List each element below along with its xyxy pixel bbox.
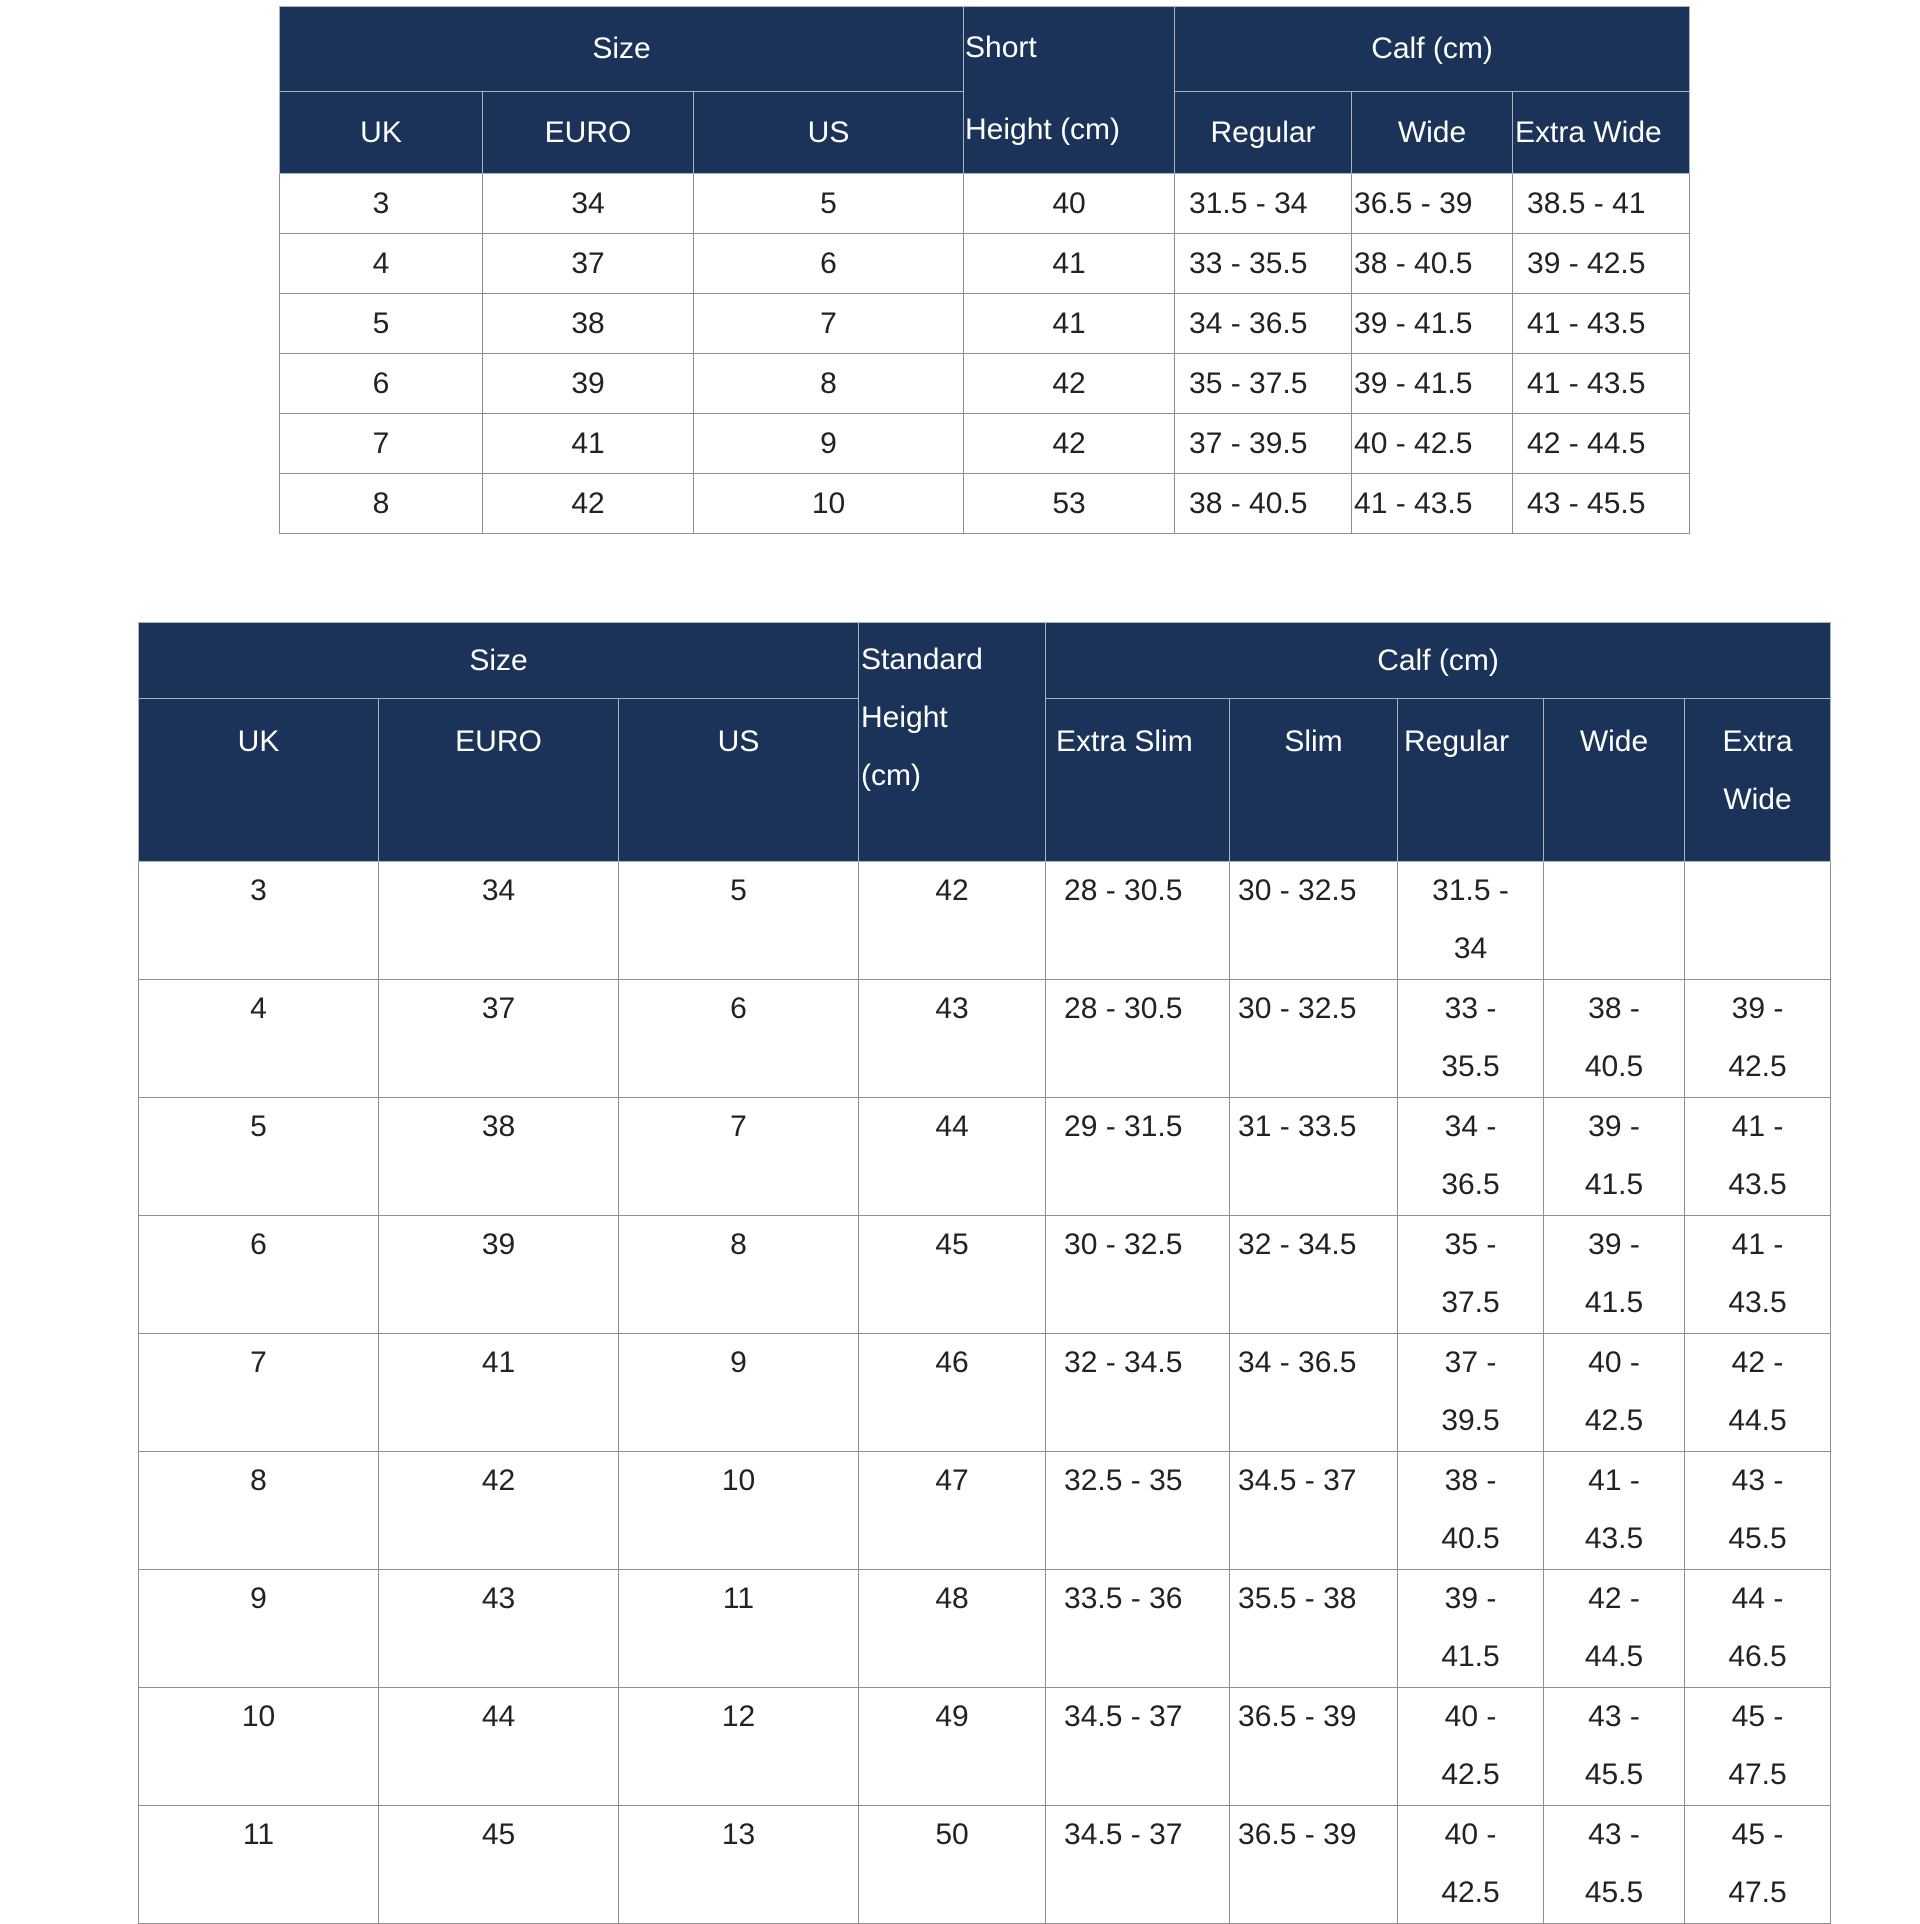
euro-cell: 43 [379, 1570, 619, 1688]
short-height-header-line2: Height (cm) [965, 113, 1121, 146]
regular-value: 38 - 40.5 [1441, 1464, 1500, 1555]
height-cell: 49 [859, 1688, 1046, 1806]
regular-cell [1398, 862, 1544, 980]
euro-cell: 42 [483, 474, 694, 534]
euro-cell: 39 [379, 1216, 619, 1334]
wide-cell [1544, 1452, 1685, 1570]
table-row [280, 234, 1690, 294]
euro-header: EURO [379, 699, 619, 862]
height-cell: 47 [859, 1452, 1046, 1570]
height-cell: 41 [964, 294, 1175, 354]
slim-cell: 31 - 33.5 [1230, 1098, 1398, 1216]
euro-cell: 45 [379, 1806, 619, 1924]
wide-value: 43 - 45.5 [1584, 1700, 1644, 1791]
uk-cell: 6 [280, 354, 483, 414]
us-cell: 11 [619, 1570, 859, 1688]
extra-wide-header-line2: Wide [1723, 783, 1792, 816]
table-row [139, 1216, 1831, 1334]
height-cell: 46 [859, 1334, 1046, 1452]
extra-slim-cell: 30 - 32.5 [1046, 1216, 1230, 1334]
wide-cell [1544, 1098, 1685, 1216]
table-row [139, 1334, 1831, 1452]
standard-height-header-line1: Standard [861, 643, 983, 676]
us-cell: 8 [694, 354, 964, 414]
wide-value: 40 - 42.5 [1584, 1346, 1644, 1437]
table-row [139, 1570, 1831, 1688]
slim-cell: 30 - 32.5 [1230, 862, 1398, 980]
regular-cell: 37 - 39.5 [1175, 414, 1352, 474]
table-row [280, 174, 1690, 234]
regular-cell [1398, 1688, 1544, 1806]
wide-cell: 38 - 40.5 [1352, 234, 1513, 294]
extra-wide-cell [1685, 1570, 1831, 1688]
us-cell: 10 [619, 1452, 859, 1570]
height-cell: 42 [859, 862, 1046, 980]
us-cell: 7 [619, 1098, 859, 1216]
us-header: US [694, 92, 964, 174]
euro-cell: 38 [379, 1098, 619, 1216]
euro-cell: 37 [483, 234, 694, 294]
table-row [139, 1452, 1831, 1570]
extra-wide-cell: 41 - 43.5 [1513, 354, 1690, 414]
extra-wide-cell [1685, 862, 1831, 980]
extra-wide-header [1685, 699, 1831, 862]
us-cell: 7 [694, 294, 964, 354]
us-cell: 9 [619, 1334, 859, 1452]
wide-value: 39 - 41.5 [1584, 1110, 1644, 1201]
height-cell: 50 [859, 1806, 1046, 1924]
extra-wide-cell: 42 - 44.5 [1513, 414, 1690, 474]
slim-header: Slim [1230, 699, 1398, 862]
regular-value: 37 - 39.5 [1441, 1346, 1500, 1437]
wide-value: 39 - 41.5 [1584, 1228, 1644, 1319]
extra-wide-cell [1685, 1452, 1831, 1570]
height-cell: 43 [859, 980, 1046, 1098]
extra-wide-header-line1: Extra [1722, 725, 1793, 758]
calf-group-header: Calf (cm) [1175, 7, 1690, 92]
regular-cell: 33 - 35.5 [1175, 234, 1352, 294]
table-row [139, 980, 1831, 1098]
regular-value: 40 - 42.5 [1441, 1818, 1500, 1909]
uk-header: UK [139, 699, 379, 862]
extra-slim-cell: 33.5 - 36 [1046, 1570, 1230, 1688]
uk-cell: 4 [139, 980, 379, 1098]
extra-wide-cell [1685, 1688, 1831, 1806]
wide-header: Wide [1544, 699, 1685, 862]
extra-wide-cell [1685, 1098, 1831, 1216]
extra-slim-cell: 34.5 - 37 [1046, 1806, 1230, 1924]
table-row [280, 294, 1690, 354]
table-row [280, 474, 1690, 534]
uk-cell: 4 [280, 234, 483, 294]
extra-slim-cell: 34.5 - 37 [1046, 1688, 1230, 1806]
standard-size-chart-table [138, 622, 1831, 1924]
table-row [139, 862, 1831, 980]
extra-wide-cell [1685, 1216, 1831, 1334]
extra-slim-header: Extra Slim [1046, 699, 1230, 862]
regular-cell [1398, 1334, 1544, 1452]
extra-wide-cell [1685, 1334, 1831, 1452]
calf-group-header: Calf (cm) [1046, 623, 1831, 699]
us-cell: 6 [694, 234, 964, 294]
us-cell: 10 [694, 474, 964, 534]
regular-cell: 31.5 - 34 [1175, 174, 1352, 234]
uk-cell: 9 [139, 1570, 379, 1688]
uk-cell: 7 [280, 414, 483, 474]
wide-cell [1544, 980, 1685, 1098]
table-row [280, 414, 1690, 474]
wide-cell: 39 - 41.5 [1352, 294, 1513, 354]
size-group-header: Size [280, 7, 964, 92]
euro-header: EURO [483, 92, 694, 174]
extra-wide-cell: 43 - 45.5 [1513, 474, 1690, 534]
regular-cell [1398, 1216, 1544, 1334]
uk-cell: 11 [139, 1806, 379, 1924]
short-size-chart-table [279, 6, 1690, 534]
regular-value: 40 - 42.5 [1441, 1700, 1500, 1791]
extra-wide-value: 41 - 43.5 [1728, 1110, 1787, 1201]
wide-cell: 40 - 42.5 [1352, 414, 1513, 474]
table-row [139, 1688, 1831, 1806]
table-row [139, 1098, 1831, 1216]
extra-wide-cell [1685, 980, 1831, 1098]
uk-header: UK [280, 92, 483, 174]
regular-value: 35 - 37.5 [1441, 1228, 1500, 1319]
slim-cell: 34.5 - 37 [1230, 1452, 1398, 1570]
size-group-header: Size [139, 623, 859, 699]
wide-value: 42 - 44.5 [1584, 1582, 1644, 1673]
extra-wide-cell: 38.5 - 41 [1513, 174, 1690, 234]
extra-slim-cell: 29 - 31.5 [1046, 1098, 1230, 1216]
uk-cell: 5 [139, 1098, 379, 1216]
table-row [139, 1806, 1831, 1924]
standard-height-header-line2: Height [861, 701, 948, 734]
slim-cell: 35.5 - 38 [1230, 1570, 1398, 1688]
wide-cell: 36.5 - 39 [1352, 174, 1513, 234]
extra-slim-cell: 32.5 - 35 [1046, 1452, 1230, 1570]
uk-cell: 7 [139, 1334, 379, 1452]
regular-cell: 38 - 40.5 [1175, 474, 1352, 534]
regular-header: Regular [1175, 92, 1352, 174]
extra-wide-value: 43 - 45.5 [1728, 1464, 1787, 1555]
us-cell: 8 [619, 1216, 859, 1334]
height-cell: 41 [964, 234, 1175, 294]
us-cell: 12 [619, 1688, 859, 1806]
regular-value: 31.5 - 34 [1432, 874, 1509, 965]
slim-cell: 30 - 32.5 [1230, 980, 1398, 1098]
regular-cell: 34 - 36.5 [1175, 294, 1352, 354]
height-cell: 53 [964, 474, 1175, 534]
extra-wide-value: 42 - 44.5 [1728, 1346, 1787, 1437]
height-cell: 45 [859, 1216, 1046, 1334]
wide-cell [1544, 1216, 1685, 1334]
standard-height-header [859, 623, 1046, 862]
regular-cell [1398, 1098, 1544, 1216]
height-cell: 42 [964, 414, 1175, 474]
regular-value: 39 - 41.5 [1441, 1582, 1500, 1673]
short-height-header [964, 7, 1175, 174]
slim-cell: 32 - 34.5 [1230, 1216, 1398, 1334]
us-cell: 5 [694, 174, 964, 234]
uk-cell: 3 [139, 862, 379, 980]
extra-wide-header: Extra Wide [1513, 92, 1690, 174]
extra-wide-cell: 39 - 42.5 [1513, 234, 1690, 294]
regular-header: Regular [1398, 699, 1544, 862]
euro-cell: 37 [379, 980, 619, 1098]
extra-wide-cell [1685, 1806, 1831, 1924]
table-row [280, 354, 1690, 414]
euro-cell: 39 [483, 354, 694, 414]
slim-cell: 36.5 - 39 [1230, 1806, 1398, 1924]
height-cell: 42 [964, 354, 1175, 414]
euro-cell: 38 [483, 294, 694, 354]
us-header: US [619, 699, 859, 862]
wide-header: Wide [1352, 92, 1513, 174]
us-cell: 5 [619, 862, 859, 980]
standard-height-header-line3: (cm) [861, 759, 921, 792]
regular-cell [1398, 1806, 1544, 1924]
us-cell: 13 [619, 1806, 859, 1924]
wide-cell [1544, 1334, 1685, 1452]
height-cell: 48 [859, 1570, 1046, 1688]
wide-cell: 39 - 41.5 [1352, 354, 1513, 414]
regular-cell [1398, 1570, 1544, 1688]
extra-slim-cell: 32 - 34.5 [1046, 1334, 1230, 1452]
uk-cell: 3 [280, 174, 483, 234]
us-cell: 9 [694, 414, 964, 474]
regular-cell: 35 - 37.5 [1175, 354, 1352, 414]
euro-cell: 41 [483, 414, 694, 474]
regular-cell [1398, 980, 1544, 1098]
height-cell: 40 [964, 174, 1175, 234]
regular-value: 34 - 36.5 [1441, 1110, 1500, 1201]
uk-cell: 5 [280, 294, 483, 354]
us-cell: 6 [619, 980, 859, 1098]
wide-cell [1544, 1688, 1685, 1806]
euro-cell: 41 [379, 1334, 619, 1452]
uk-cell: 6 [139, 1216, 379, 1334]
euro-cell: 34 [483, 174, 694, 234]
extra-wide-value: 45 - 47.5 [1728, 1818, 1787, 1909]
uk-cell: 10 [139, 1688, 379, 1806]
extra-wide-value: 45 - 47.5 [1728, 1700, 1787, 1791]
short-height-header-line1: Short [965, 31, 1037, 64]
euro-cell: 42 [379, 1452, 619, 1570]
slim-cell: 34 - 36.5 [1230, 1334, 1398, 1452]
euro-cell: 44 [379, 1688, 619, 1806]
uk-cell: 8 [280, 474, 483, 534]
extra-slim-cell: 28 - 30.5 [1046, 980, 1230, 1098]
extra-wide-value: 41 - 43.5 [1728, 1228, 1787, 1319]
uk-cell: 8 [139, 1452, 379, 1570]
extra-wide-value: 44 - 46.5 [1728, 1582, 1787, 1673]
regular-cell [1398, 1452, 1544, 1570]
wide-value: 38 - 40.5 [1584, 992, 1644, 1083]
extra-slim-cell: 28 - 30.5 [1046, 862, 1230, 980]
slim-cell: 36.5 - 39 [1230, 1688, 1398, 1806]
wide-cell [1544, 1806, 1685, 1924]
extra-wide-cell: 41 - 43.5 [1513, 294, 1690, 354]
height-cell: 44 [859, 1098, 1046, 1216]
wide-cell: 41 - 43.5 [1352, 474, 1513, 534]
euro-cell: 34 [379, 862, 619, 980]
wide-cell [1544, 1570, 1685, 1688]
wide-value: 43 - 45.5 [1584, 1818, 1644, 1909]
extra-wide-value: 39 - 42.5 [1728, 992, 1787, 1083]
regular-value: 33 - 35.5 [1441, 992, 1500, 1083]
wide-cell [1544, 862, 1685, 980]
wide-value: 41 - 43.5 [1584, 1464, 1644, 1555]
